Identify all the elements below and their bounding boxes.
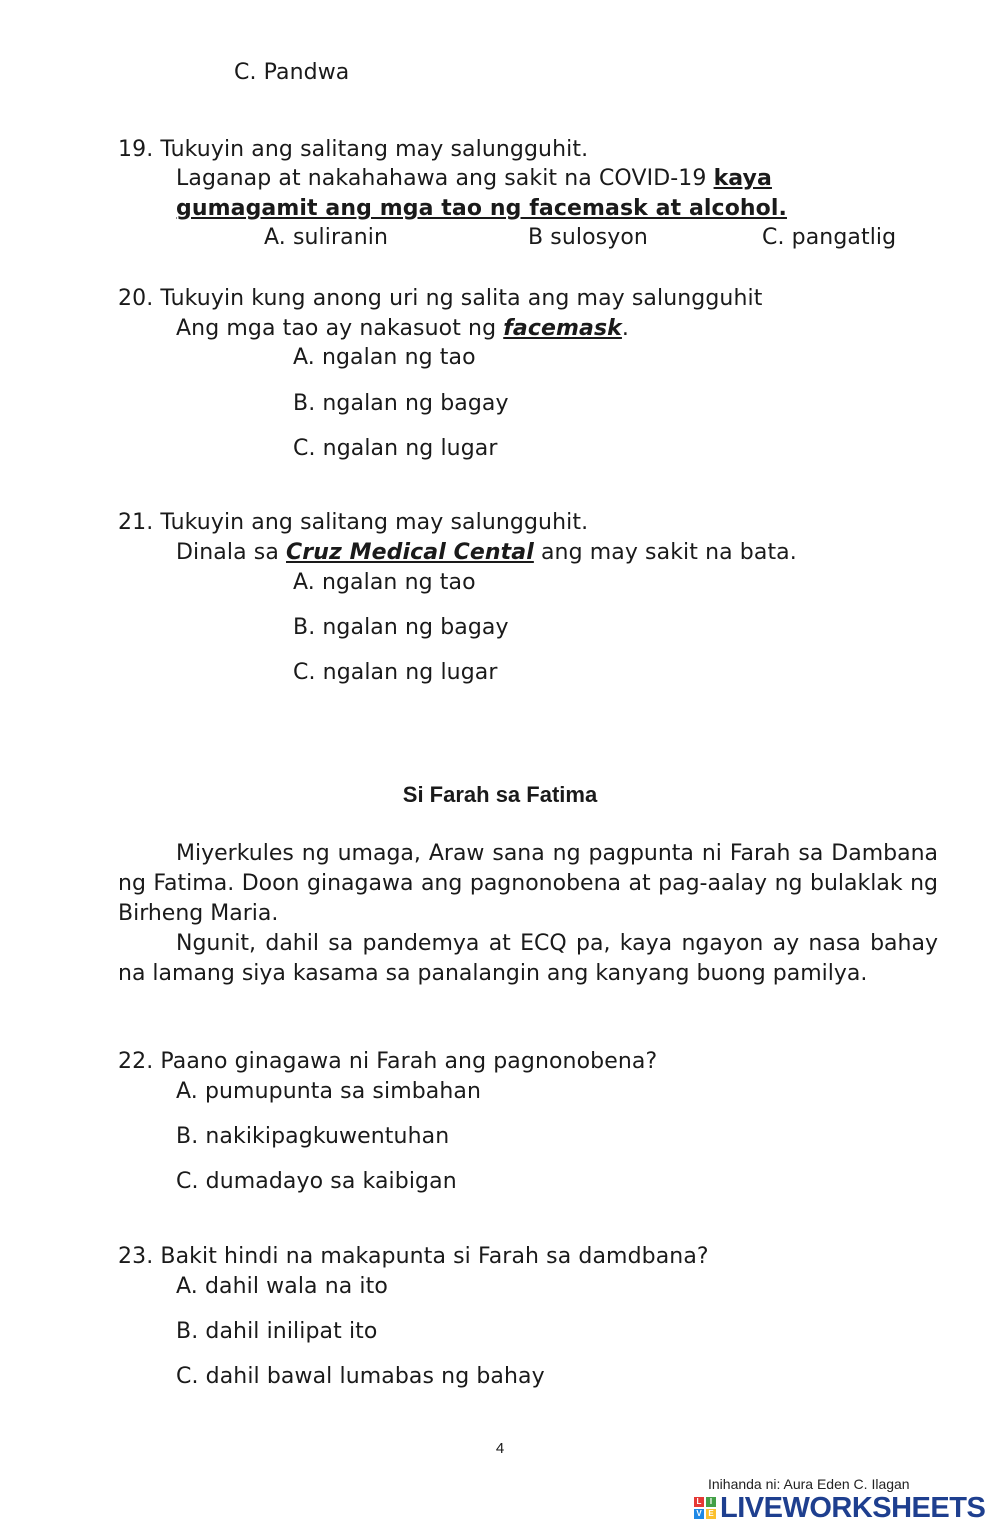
story-paragraph-2: Ngunit, dahil sa pandemya at ECQ pa, kaya ngayon ay nasa bahay na lamang siya kasama sa panalangin ang kanyang buong pamilya. [118, 931, 938, 986]
q21-option-b: B. ngalan ng bagay [293, 615, 509, 640]
q21-sentence-before: Dinala sa [176, 540, 287, 565]
liveworksheets-logo-icon [694, 1497, 716, 1519]
q21-sentence [176, 538, 797, 568]
q20-underlined-word: facemask [503, 316, 622, 341]
q19-option-c: C. pangatlig [762, 225, 897, 250]
logo-letter-i: I [706, 1497, 716, 1507]
q19-prompt: 19. Tukuyin ang salitang may salungguhit. [118, 137, 589, 162]
q20-option-a: A. ngalan ng tao [293, 345, 476, 370]
q19-sentence-line2: gumagamit ang mga tao ng facemask at alcohol. [176, 196, 787, 221]
logo-letter-e: E [706, 1509, 716, 1519]
q21-prompt: 21. Tukuyin ang salitang may salungguhit. [118, 510, 589, 535]
q22-option-a: A. pumupunta sa simbahan [176, 1079, 482, 1104]
story-title: Si Farah sa Fatima [402, 782, 598, 807]
q22-option-c: C. dumadayo sa kaibigan [176, 1169, 457, 1194]
liveworksheets-wordmark: LIVEWORKSHEETS [720, 1491, 986, 1524]
q21-sentence-after: ang may sakit na bata. [533, 540, 797, 565]
q19-underlined-kaya: kaya [713, 166, 772, 191]
q22-prompt: 22. Paano ginagawa ni Farah ang pagnonobena? [118, 1049, 658, 1074]
q21-underlined-phrase: Cruz Medical Cental [286, 540, 534, 565]
q19-sentence-plain: Laganap at nakahahawa ang sakit na COVID-19 [176, 166, 714, 191]
q20-sentence-before: Ang mga tao ay nakasuot ng [176, 316, 504, 341]
q23-option-b: B. dahil inilipat ito [176, 1319, 378, 1344]
q21-option-a: A. ngalan ng tao [293, 570, 476, 595]
q19-option-b: B sulosyon [528, 225, 648, 250]
q19-option-a: A. suliranin [264, 225, 389, 250]
q20-sentence-after: . [621, 316, 630, 341]
story-paragraph-1: Miyerkules ng umaga, Araw sana ng pagpunta ni Farah sa Dambana ng Fatima. Doon ginagawa ang pagnonobena at pag-aalay ng bulaklak ng Birheng Maria. [118, 841, 938, 926]
author-credit: Inihanda ni: Aura Eden C. Ilagan [708, 1476, 910, 1492]
q23-option-a: A. dahil wala na ito [176, 1274, 388, 1299]
q23-prompt: 23. Bakit hindi na makapunta si Farah sa damdbana? [118, 1244, 709, 1269]
option-c-pandwa: C. Pandwa [234, 60, 350, 85]
q22-option-b: B. nakikipagkuwentuhan [176, 1124, 450, 1149]
q20-option-c: C. ngalan ng lugar [293, 436, 498, 461]
q19-sentence-line1 [176, 164, 772, 194]
liveworksheets-brand[interactable] [694, 1493, 985, 1523]
q21-option-c: C. ngalan ng lugar [293, 660, 498, 685]
logo-letter-l: L [694, 1497, 704, 1507]
logo-letter-v: V [694, 1509, 704, 1519]
q20-option-b: B. ngalan ng bagay [293, 391, 509, 416]
q20-sentence [176, 314, 629, 344]
q23-option-c: C. dahil bawal lumabas ng bahay [176, 1364, 545, 1389]
page-number: 4 [495, 1440, 505, 1457]
q20-prompt: 20. Tukuyin kung anong uri ng salita ang may salungguhit [118, 286, 763, 311]
